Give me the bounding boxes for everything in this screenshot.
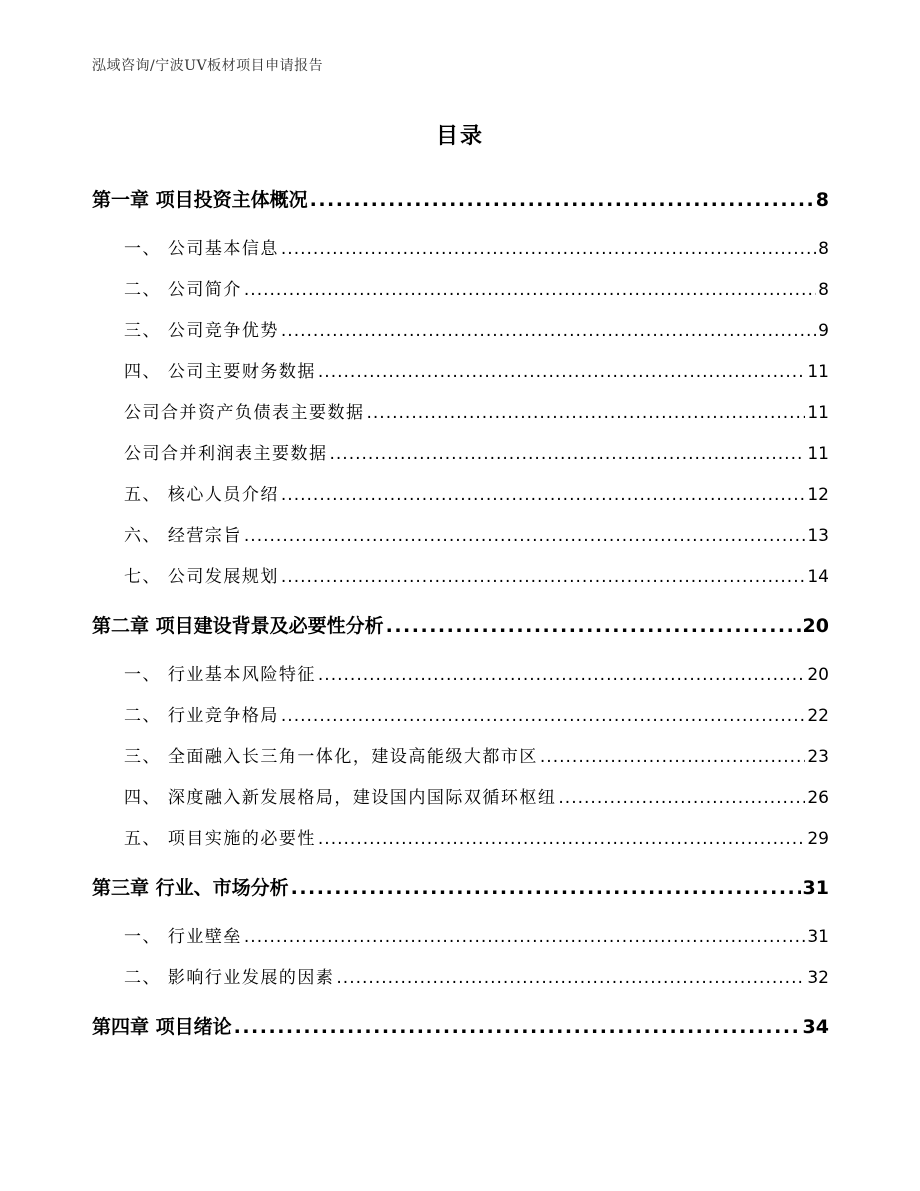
toc-leader-dots (244, 917, 805, 958)
toc-leader-dots (244, 516, 805, 557)
toc-entry-label: 一、 行业基本风险特征 (124, 665, 316, 685)
toc-title: 目录 (435, 124, 484, 149)
toc-entry-page: 23 (807, 747, 829, 767)
toc-entry-label: 第一章 项目投资主体概况 (92, 189, 308, 211)
toc-entry-page: 12 (807, 485, 829, 505)
toc-entry-label: 五、 项目实施的必要性 (124, 829, 316, 849)
toc-leader-dots (367, 393, 806, 434)
toc-entry-page: 8 (818, 239, 829, 259)
toc-section[interactable] (92, 778, 829, 819)
toc-entry-page: 20 (807, 665, 829, 685)
toc-entry-page: 11 (807, 444, 829, 464)
toc-chapter-4[interactable] (92, 999, 829, 1056)
toc-entry-label: 第二章 项目建设背景及必要性分析 (92, 615, 384, 637)
header-rule (92, 79, 828, 80)
toc-entry-label: 第三章 行业、市场分析 (92, 877, 289, 899)
toc-entry-page: 11 (807, 362, 829, 382)
toc-entry-page: 31 (802, 877, 829, 899)
toc-leader-dots (330, 434, 806, 475)
toc-entry-page: 8 (818, 280, 829, 300)
toc-entry-page: 9 (818, 321, 829, 341)
toc-entry-page: 32 (807, 968, 829, 988)
toc-entry-label: 公司合并利润表主要数据 (124, 444, 328, 464)
toc-chapter-2[interactable] (92, 598, 829, 655)
toc-section[interactable] (92, 516, 829, 557)
toc-leader-dots (291, 860, 801, 917)
toc-leader-dots (386, 598, 801, 655)
toc-leader-dots (318, 819, 805, 860)
toc-leader-dots (540, 737, 805, 778)
table-of-contents (92, 172, 829, 1056)
toc-entry-label: 一、 公司基本信息 (124, 239, 279, 259)
toc-leader-dots (318, 655, 805, 696)
toc-section[interactable] (92, 696, 829, 737)
toc-entry-page: 11 (807, 403, 829, 423)
toc-entry-page: 13 (807, 526, 829, 546)
toc-entry-label: 四、 公司主要财务数据 (124, 362, 316, 382)
toc-section[interactable] (92, 229, 829, 270)
toc-section[interactable] (92, 475, 829, 516)
toc-section[interactable] (92, 270, 829, 311)
toc-entry-page: 20 (802, 615, 829, 637)
toc-section[interactable] (92, 311, 829, 352)
toc-chapter-3[interactable] (92, 860, 829, 917)
toc-leader-dots (281, 229, 816, 270)
toc-leader-dots (281, 696, 805, 737)
toc-entry-label: 公司合并资产负债表主要数据 (124, 403, 365, 423)
toc-leader-dots (234, 999, 801, 1056)
toc-section[interactable] (92, 917, 829, 958)
toc-entry-label: 二、 影响行业发展的因素 (124, 968, 335, 988)
toc-chapter-1[interactable] (92, 172, 829, 229)
toc-entry-page: 26 (807, 788, 829, 808)
toc-entry-label: 七、 公司发展规划 (124, 567, 279, 587)
toc-leader-dots (281, 475, 805, 516)
toc-subsection[interactable] (92, 393, 829, 434)
toc-section[interactable] (92, 958, 829, 999)
toc-entry-label: 六、 经营宗旨 (124, 526, 242, 546)
toc-entry-label: 三、 全面融入长三角一体化，建设高能级大都市区 (124, 747, 538, 767)
toc-leader-dots (281, 557, 805, 598)
toc-entry-label: 二、 公司简介 (124, 280, 242, 300)
toc-entry-page: 8 (815, 189, 829, 211)
toc-entry-label: 一、 行业壁垒 (124, 927, 242, 947)
page-header: 泓域咨询/宁波UV板材项目申请报告 (92, 58, 324, 74)
toc-section[interactable] (92, 655, 829, 696)
toc-entry-label: 第四章 项目绪论 (92, 1016, 232, 1038)
toc-leader-dots (244, 270, 816, 311)
toc-leader-dots (310, 172, 814, 229)
toc-section[interactable] (92, 557, 829, 598)
toc-entry-page: 29 (807, 829, 829, 849)
toc-leader-dots (336, 958, 805, 999)
toc-section[interactable] (92, 737, 829, 778)
toc-subsection[interactable] (92, 434, 829, 475)
toc-entry-page: 31 (807, 927, 829, 947)
toc-entry-label: 五、 核心人员介绍 (124, 485, 279, 505)
toc-entry-label: 二、 行业竞争格局 (124, 706, 279, 726)
toc-leader-dots (281, 311, 816, 352)
toc-entry-page: 14 (807, 567, 829, 587)
toc-leader-dots (558, 778, 805, 819)
toc-entry-label: 四、 深度融入新发展格局，建设国内国际双循环枢纽 (124, 788, 557, 808)
toc-section[interactable] (92, 819, 829, 860)
toc-entry-page: 22 (807, 706, 829, 726)
toc-section[interactable] (92, 352, 829, 393)
toc-entry-label: 三、 公司竞争优势 (124, 321, 279, 341)
toc-leader-dots (318, 352, 805, 393)
toc-entry-page: 34 (802, 1016, 829, 1038)
